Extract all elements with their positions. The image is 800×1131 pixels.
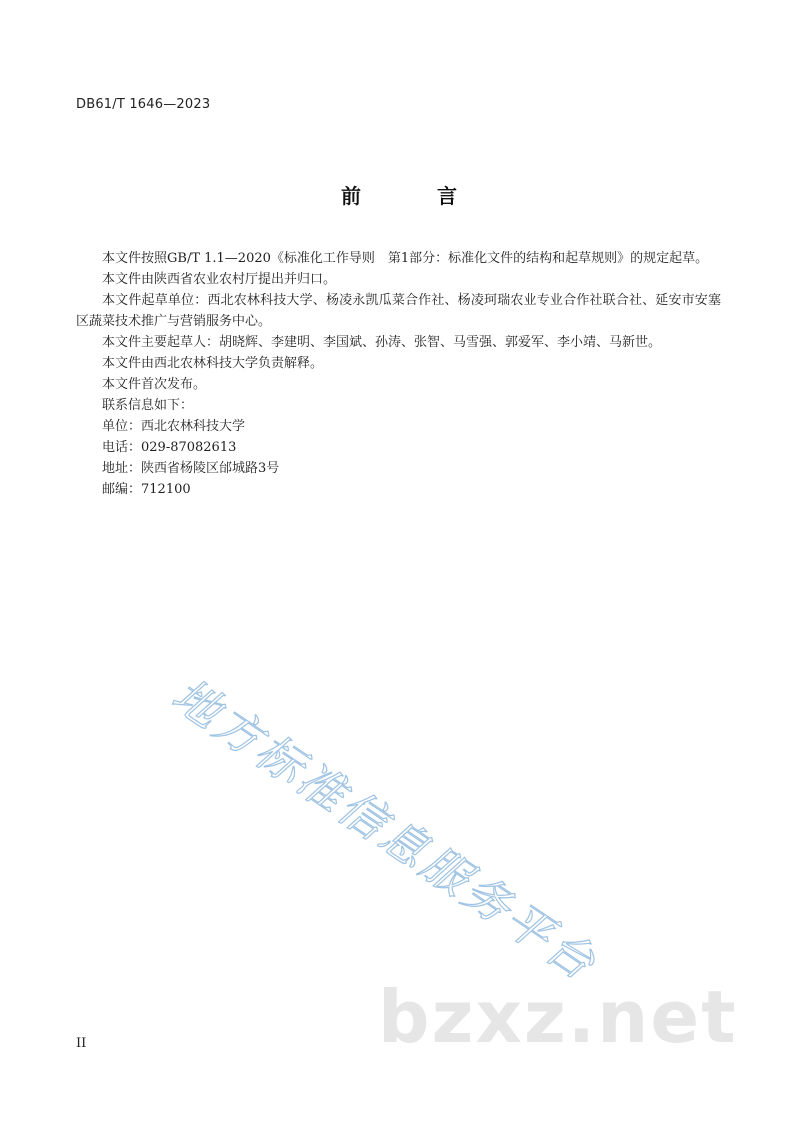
- contact-postcode: 邮编：712100: [102, 482, 191, 497]
- paragraph-proposer: 本文件由陕西省农业农村厅提出并归口。: [102, 272, 337, 287]
- contact-unit: 单位：西北农林科技大学: [102, 419, 246, 434]
- paragraph-drafting-units: 本文件起草单位：西北农林科技大学、杨凌永凯瓜菜合作社、杨凌珂瑞农业专业合作社联合社、延安市安塞区蔬菜技术推广与营销服务中心。: [76, 293, 721, 329]
- paragraph-interpretation: 本文件由西北农林科技大学负责解释。: [102, 356, 324, 371]
- paragraph-drafters: 本文件主要起草人：胡晓辉、李建明、李国斌、孙涛、张智、马雪强、郭爱军、李小靖、马新世。: [102, 335, 662, 350]
- paragraph-first-release: 本文件首次发布。: [102, 377, 207, 392]
- site-logo-watermark: bzxz.net: [378, 975, 738, 1059]
- platform-watermark: 地方标准信息服务平台: [162, 667, 608, 992]
- contact-address: 地址：陕西省杨陵区邰城路3号: [102, 461, 280, 476]
- paragraph-drafting-basis: 本文件按照GB/T 1.1—2020《标准化工作导则 第1部分：标准化文件的结构和起草规则》的规定起草。: [102, 251, 709, 266]
- foreword-body: [76, 248, 721, 500]
- page-number: II: [76, 1036, 87, 1051]
- contact-phone: 电话：029-87082613: [102, 440, 237, 455]
- document-code: DB61/T 1646—2023: [76, 97, 211, 112]
- page-title: 前 言: [341, 184, 485, 208]
- paragraph-contact-heading: 联系信息如下：: [102, 398, 194, 413]
